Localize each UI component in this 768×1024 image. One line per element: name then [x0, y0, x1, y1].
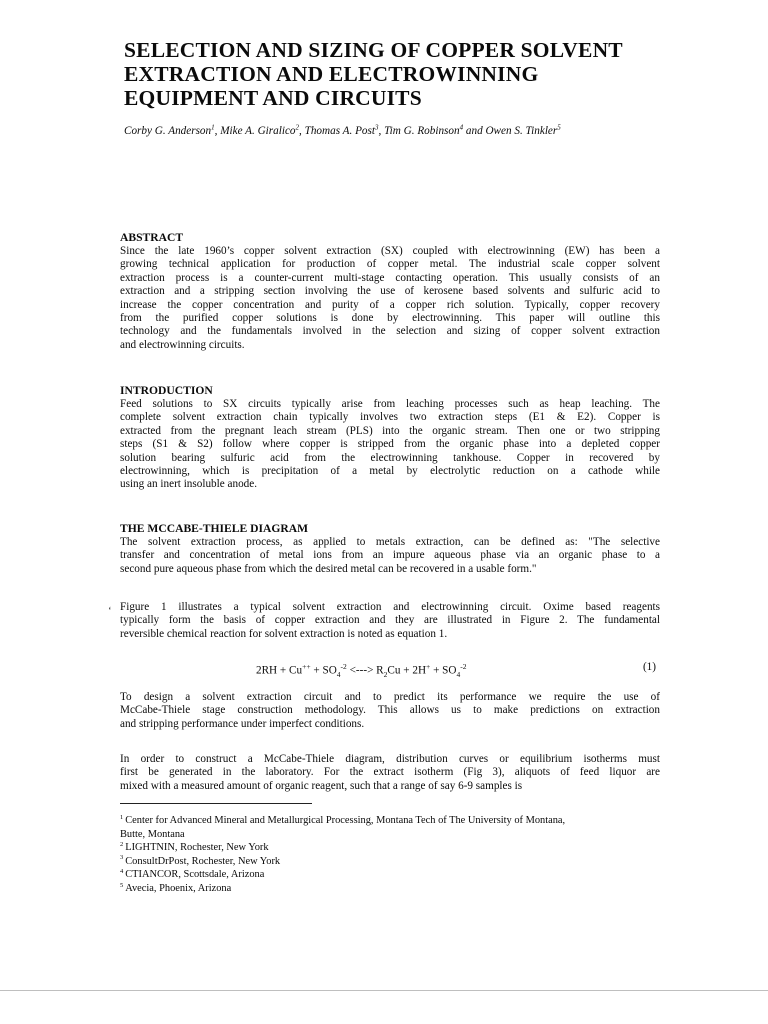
- r-subscript: 2: [383, 669, 388, 679]
- paper-title: [124, 38, 724, 110]
- introduction-section: [120, 384, 660, 492]
- introduction-line: using an inert insoluble anode.: [120, 478, 258, 491]
- abstract-line: increase the copper concentration and purity of a copper rich solution. Typically, copper recovery: [120, 298, 660, 311]
- author-name: Tim G. Robinson: [384, 125, 460, 137]
- footnote: [120, 814, 660, 828]
- author-separator: ,: [378, 125, 385, 137]
- abstract-paragraph: [120, 245, 660, 352]
- sulfate-subscript: 4: [456, 669, 461, 679]
- footnote-text: Center for Advanced Mineral and Metallurgical Processing, Montana Tech of The University of Montana,: [125, 815, 566, 826]
- footnote: [120, 868, 660, 882]
- figure-reference-line: typically form the basis of copper extraction and they are illustrated in Figure 2. The fundamental: [120, 614, 660, 627]
- abstract-line: technology and the fundamentals involved in the selection and sizing of copper solvent extraction: [120, 325, 660, 338]
- abstract-section: [120, 231, 660, 352]
- definition-paragraph: [120, 536, 660, 576]
- scan-edge-line: [0, 990, 768, 991]
- author-name: Corby G. Anderson: [124, 125, 212, 137]
- figure-reference-line: reversible chemical reaction for solvent extraction is noted as equation 1.: [120, 627, 448, 640]
- equation-term: Cu + 2H: [387, 664, 427, 677]
- footnote: [120, 855, 660, 869]
- definition-line: second pure aqueous phase from which the desired metal can be recovered in a usable form.": [120, 562, 537, 575]
- equation-term: + SO: [430, 664, 457, 677]
- design-line: and stripping performance under imperfect conditions.: [120, 717, 365, 730]
- author-list: [124, 124, 724, 138]
- footnote-divider: [120, 803, 312, 804]
- figure-reference-paragraph-block: [120, 601, 660, 641]
- definition-line: transfer and concentration of metal ions from an impure aqueous phase via an organic phase to a: [120, 549, 660, 562]
- footnote-text: Butte, Montana: [120, 828, 185, 840]
- affiliation-mark: 1: [211, 123, 215, 132]
- introduction-line: steps (S1 & S2) follow where copper is stripped from the organic phase into a depleted copper: [120, 438, 660, 451]
- affiliation-mark: 5: [557, 123, 561, 132]
- copper-charge: ++: [302, 662, 311, 671]
- abstract-heading: ABSTRACT: [120, 231, 184, 244]
- title-line: EXTRACTION AND ELECTROWINNING: [124, 62, 539, 86]
- footnote: [120, 841, 660, 855]
- affiliation-mark: 2: [295, 123, 300, 132]
- footnote-mark: 5: [120, 881, 124, 889]
- title-line: SELECTION AND SIZING OF COPPER SOLVENT: [124, 38, 623, 62]
- hydrogen-charge: +: [426, 662, 431, 671]
- abstract-line: extraction and a stripping section involving the use of kerosene based solvents and sulfuric acid to: [120, 285, 660, 298]
- equation-body: [256, 658, 467, 684]
- footnote-text: CTIANCOR, Scottsdale, Arizona: [125, 869, 265, 881]
- footnote-text: LIGHTNIN, Rochester, New York: [125, 842, 269, 854]
- author-separator: ,: [299, 125, 305, 137]
- sulfate-charge: -2: [340, 662, 347, 671]
- footnote-text: ConsultDrPost, Rochester, New York: [125, 855, 281, 867]
- introduction-line: electrowinning, which is precipitation of a metal by electrolytic reduction on a cathode while: [120, 465, 660, 478]
- definition-line: The solvent extraction process, as applied to metals extraction, can be defined as: "The selective: [120, 536, 660, 548]
- author-name: Mike A. Giralico: [220, 125, 296, 137]
- mccabe-thiele-section: [120, 522, 660, 576]
- mccabe-thiele-heading: THE MCCABE-THIELE DIAGRAM: [120, 522, 309, 535]
- title-line: EQUIPMENT AND CIRCUITS: [124, 86, 422, 110]
- design-paragraph: [120, 691, 660, 731]
- introduction-paragraph: [120, 398, 660, 492]
- figure-reference-line: Figure 1 illustrates a typical solvent extraction and electrowinning circuit. Oxime based reagents: [120, 601, 660, 613]
- footnotes: [120, 814, 660, 896]
- introduction-line: Feed solutions to SX circuits typically arise from leaching processes such as heap leaching. The: [120, 398, 660, 410]
- isotherm-line: first be generated in the laboratory. For the extract isotherm (Fig 3), aliquots of feed liquor are: [120, 766, 660, 779]
- footnote-text: Avecia, Phoenix, Arizona: [125, 882, 232, 894]
- abstract-line: Since the late 1960’s copper solvent extraction (SX) coupled with electrowinning (EW) has been a: [120, 245, 660, 257]
- equation-1: [120, 658, 660, 679]
- footnote-mark: 1: [120, 813, 124, 821]
- footnote: [120, 828, 660, 842]
- equation-number: (1): [642, 661, 656, 673]
- footnote-mark: 2: [120, 840, 124, 848]
- introduction-line: extracted from the pregnant leach stream (PLS) into the organic stream. Then one or two stripping: [120, 424, 660, 437]
- introduction-line: solution bearing sulfuric acid from the electrowinning tankhouse. Copper in recovered by: [120, 451, 660, 464]
- equation-lhs: 2RH + Cu: [256, 664, 303, 677]
- isotherm-line: mixed with a measured amount of organic reagent, such that a range of say 6-9 samples is: [120, 779, 523, 792]
- sulfate-charge: -2: [460, 662, 467, 671]
- design-paragraph-block: [120, 691, 660, 731]
- author-separator: ,: [214, 125, 221, 137]
- author-separator: and: [463, 125, 486, 137]
- design-line: To design a solvent extraction circuit and to predict its performance we require the use of: [120, 691, 660, 703]
- affiliation-mark: 3: [374, 123, 379, 132]
- scan-artifact-mark: ‘: [108, 605, 112, 617]
- footnote: [120, 882, 660, 896]
- abstract-line: growing technical application for production of copper metal. The industrial scale copper solvent: [120, 258, 660, 271]
- abstract-line: and electrowinning circuits.: [120, 338, 245, 351]
- abstract-line: extraction process is a counter-current multi-stage contacting operation. This usually consists of an: [120, 271, 660, 284]
- isotherm-paragraph: [120, 753, 660, 793]
- sulfate-subscript: 4: [336, 669, 341, 679]
- figure-reference-paragraph: [120, 601, 660, 641]
- introduction-line: complete solvent extraction chain typically involves two extraction steps (E1 & E2). Copper is: [120, 411, 660, 424]
- design-line: McCabe-Thiele stage construction methodology. This allows us to make predictions on extraction: [120, 704, 660, 717]
- author-name: Thomas A. Post: [304, 125, 375, 137]
- author-name: Owen S. Tinkler: [485, 125, 558, 137]
- footnote-mark: 4: [120, 867, 124, 875]
- equation-arrow: <---> R: [346, 664, 384, 677]
- affiliation-mark: 4: [459, 123, 464, 132]
- isotherm-line: In order to construct a McCabe-Thiele diagram, distribution curves or equilibrium isotherms must: [120, 753, 660, 765]
- footnote-mark: 3: [120, 854, 124, 862]
- equation-term: + SO: [310, 664, 337, 677]
- abstract-line: from the purified copper solutions is done by electrowinning. This paper will outline this: [120, 312, 660, 325]
- isotherm-paragraph-block: [120, 753, 660, 793]
- introduction-heading: INTRODUCTION: [120, 384, 213, 397]
